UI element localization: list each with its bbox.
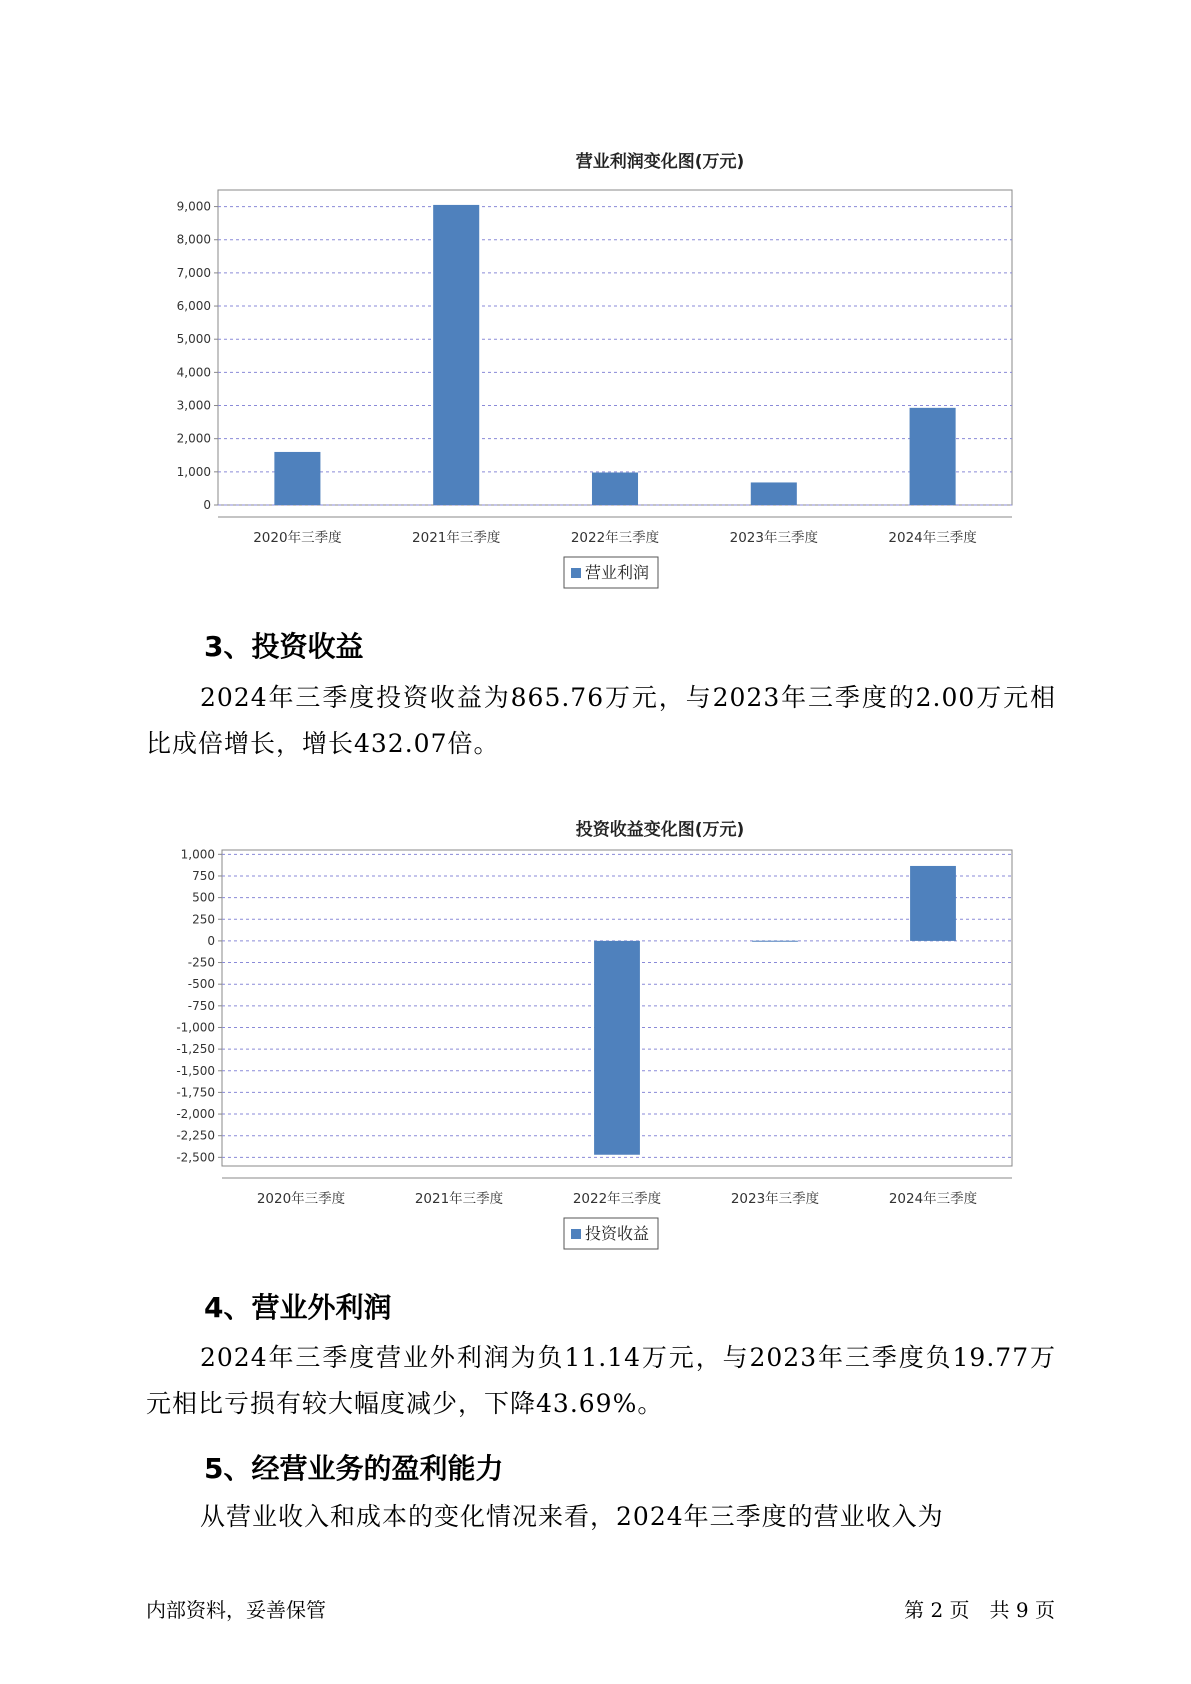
section-4-heading: 4、营业外利润 [204, 1291, 392, 1324]
y-tick-label: -1,000 [176, 1020, 215, 1035]
legend-label: 营业利润 [585, 563, 650, 582]
x-tick-label: 2024年三季度 [888, 530, 977, 546]
x-tick-label: 2021年三季度 [414, 1191, 504, 1207]
y-tick-label: 250 [192, 912, 215, 927]
x-tick-label: 2024年三季度 [888, 1191, 978, 1207]
y-tick-label: -750 [187, 998, 215, 1013]
y-tick-label: 5,000 [176, 332, 211, 347]
section-3-heading: 3、投资收益 [204, 630, 364, 663]
footer-page-number: 第 2 页 共 9 页 [904, 1598, 1055, 1622]
operating-profit-chart [0, 130, 1191, 590]
footer-confidential: 内部资料，妥善保管 [146, 1598, 326, 1622]
y-tick-label: 500 [192, 890, 215, 905]
bar [910, 866, 956, 941]
chart-title: 营业利润变化图(万元) [575, 152, 745, 172]
legend-swatch [571, 568, 581, 578]
legend-label: 投资收益 [585, 1224, 650, 1243]
x-tick-label: 2022年三季度 [570, 530, 660, 546]
y-tick-label: 0 [203, 498, 211, 512]
chart-title: 投资收益变化图(万元) [575, 820, 745, 840]
x-tick-label: 2021年三季度 [412, 530, 501, 546]
y-tick-label: -500 [187, 977, 215, 992]
legend-swatch [571, 1229, 581, 1239]
y-tick-label: 6,000 [176, 299, 211, 314]
y-tick-label: 1,000 [176, 464, 211, 479]
bar [592, 473, 638, 505]
bar [751, 482, 797, 505]
y-tick-label: -1,500 [176, 1063, 215, 1078]
y-tick-label: -250 [187, 955, 215, 970]
bar [274, 452, 320, 505]
bar [752, 941, 798, 942]
investment-income-chart [0, 798, 1191, 1258]
bar [910, 408, 956, 505]
y-tick-label: -1,250 [176, 1042, 215, 1057]
section-5-heading: 5、经营业务的盈利能力 [204, 1452, 504, 1485]
section-5-paragraph: 从营业收入和成本的变化情况来看，2024年三季度的营业收入为 [200, 1502, 944, 1531]
bar [433, 205, 479, 505]
y-tick-label: 2,000 [176, 431, 211, 446]
y-tick-label: 9,000 [176, 199, 211, 214]
y-tick-label: 8,000 [176, 232, 211, 247]
section-4-paragraph: 2024年三季度营业外利润为负11.14万元，与2023年三季度负19.77万元相比亏损有较大幅度减少，下降43.69%。 [146, 1343, 1056, 1418]
x-tick-label: 2020年三季度 [253, 530, 342, 546]
y-tick-label: 750 [192, 868, 215, 883]
x-tick-label: 2023年三季度 [730, 1191, 820, 1207]
y-tick-label: -2,500 [176, 1150, 215, 1165]
x-tick-label: 2023年三季度 [729, 530, 818, 546]
y-tick-label: -2,000 [176, 1107, 215, 1122]
y-tick-label: -1,750 [176, 1085, 215, 1100]
y-tick-label: 0 [207, 933, 215, 948]
y-tick-label: -2,250 [176, 1128, 215, 1143]
plot-area [218, 190, 1012, 505]
x-tick-label: 2022年三季度 [572, 1191, 662, 1207]
bar [594, 941, 640, 1155]
y-tick-label: 7,000 [176, 265, 211, 280]
x-tick-label: 2020年三季度 [256, 1191, 346, 1207]
y-tick-label: 3,000 [176, 398, 211, 413]
section-3-paragraph: 2024年三季度投资收益为865.76万元，与2023年三季度的2.00万元相比成倍增长，增长432.07倍。 [146, 683, 1056, 758]
y-tick-label: 1,000 [180, 847, 215, 862]
y-tick-label: 4,000 [176, 365, 211, 380]
